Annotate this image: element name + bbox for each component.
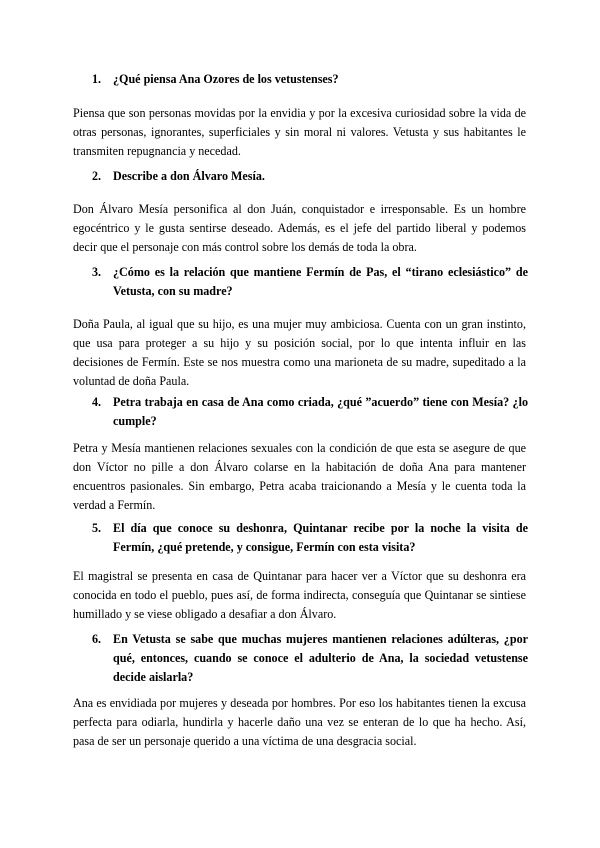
question-heading — [92, 393, 528, 431]
question-text: Petra trabaja en casa de Ana como criada, ¿qué ”acuerdo” tiene con Mesía? ¿lo cumple? — [113, 395, 528, 428]
answer-paragraph: Piensa que son personas movidas por la envidia y por la excesiva curiosidad sobre la vida de otras personas, ignorantes, superficiales y sin moral ni valores. Vetusta y sus habitantes le transmiten repugnancia y necedad. — [73, 106, 526, 158]
question-number: 6. — [92, 632, 102, 646]
question-text: El día que conoce su deshonra, Quintanar recibe por la noche la visita de Fermín, ¿qué pretende, y consigue, Fermín con esta visita? — [113, 521, 528, 554]
question-number: 1. — [92, 72, 102, 86]
question-text: Describe a don Álvaro Mesía. — [113, 169, 265, 183]
question-heading — [92, 630, 528, 687]
answer-paragraph: Don Álvaro Mesía personifica al don Juán, conquistador e irresponsable. Es un hombre egocéntrico y le gusta sentirse deseado. Además, es el jefe del partido liberal y podemos decir que el personaje con más control sobre los demás de toda la obra. — [73, 202, 526, 254]
question-number: 3. — [92, 265, 102, 279]
question-text: ¿Cómo es la relación que mantiene Fermín de Pas, el “tirano eclesiástico” de Vetusta, con su madre? — [113, 265, 528, 298]
answer-paragraph: Doña Paula, al igual que su hijo, es una mujer muy ambiciosa. Cuenta con un gran instinto, que usa para proteger a su hijo y su posición social, por lo que intenta influir en las decisiones de Fermín. Este se nos muestra como una marioneta de su madre, supeditado a la voluntad de doña Paula. — [73, 317, 526, 388]
question-heading — [92, 70, 528, 89]
question-number: 2. — [92, 169, 102, 183]
question-heading — [92, 263, 528, 301]
question-text: ¿Qué piensa Ana Ozores de los vetustenses? — [113, 72, 339, 86]
answer-paragraph: Ana es envidiada por mujeres y deseada por hombres. Por eso los habitantes tienen la excusa perfecta para odiarla, hundirla y hacerle daño una vez se enteran de lo que ha hecho. Así, pasa de ser un personaje querido a una víctima de una desgracia social. — [73, 696, 526, 748]
answer-paragraph: Petra y Mesía mantienen relaciones sexuales con la condición de que esta se asegure de que don Víctor no pille a don Álvaro colarse en la habitación de doña Ana para mantener encuentros pasionales. Sin embargo, Petra acaba traicionando a Mesía y le cuenta toda la verdad a Fermín. — [73, 441, 526, 512]
answer-paragraph: El magistral se presenta en casa de Quintanar para hacer ver a Víctor que su deshonra era conocida en todo el pueblo, pues así, de forma indirecta, conseguía que Quintanar se sintiese humillado y se viese obligado a desafiar a don Álvaro. — [73, 569, 526, 621]
question-heading — [92, 519, 528, 557]
question-heading — [92, 167, 528, 186]
question-number: 5. — [92, 521, 102, 535]
question-text: En Vetusta se sabe que muchas mujeres mantienen relaciones adúlteras, ¿por qué, entonces, cuando se conoce el adulterio de Ana, la sociedad vetustense decide aislarla? — [113, 632, 528, 684]
question-number: 4. — [92, 395, 102, 409]
